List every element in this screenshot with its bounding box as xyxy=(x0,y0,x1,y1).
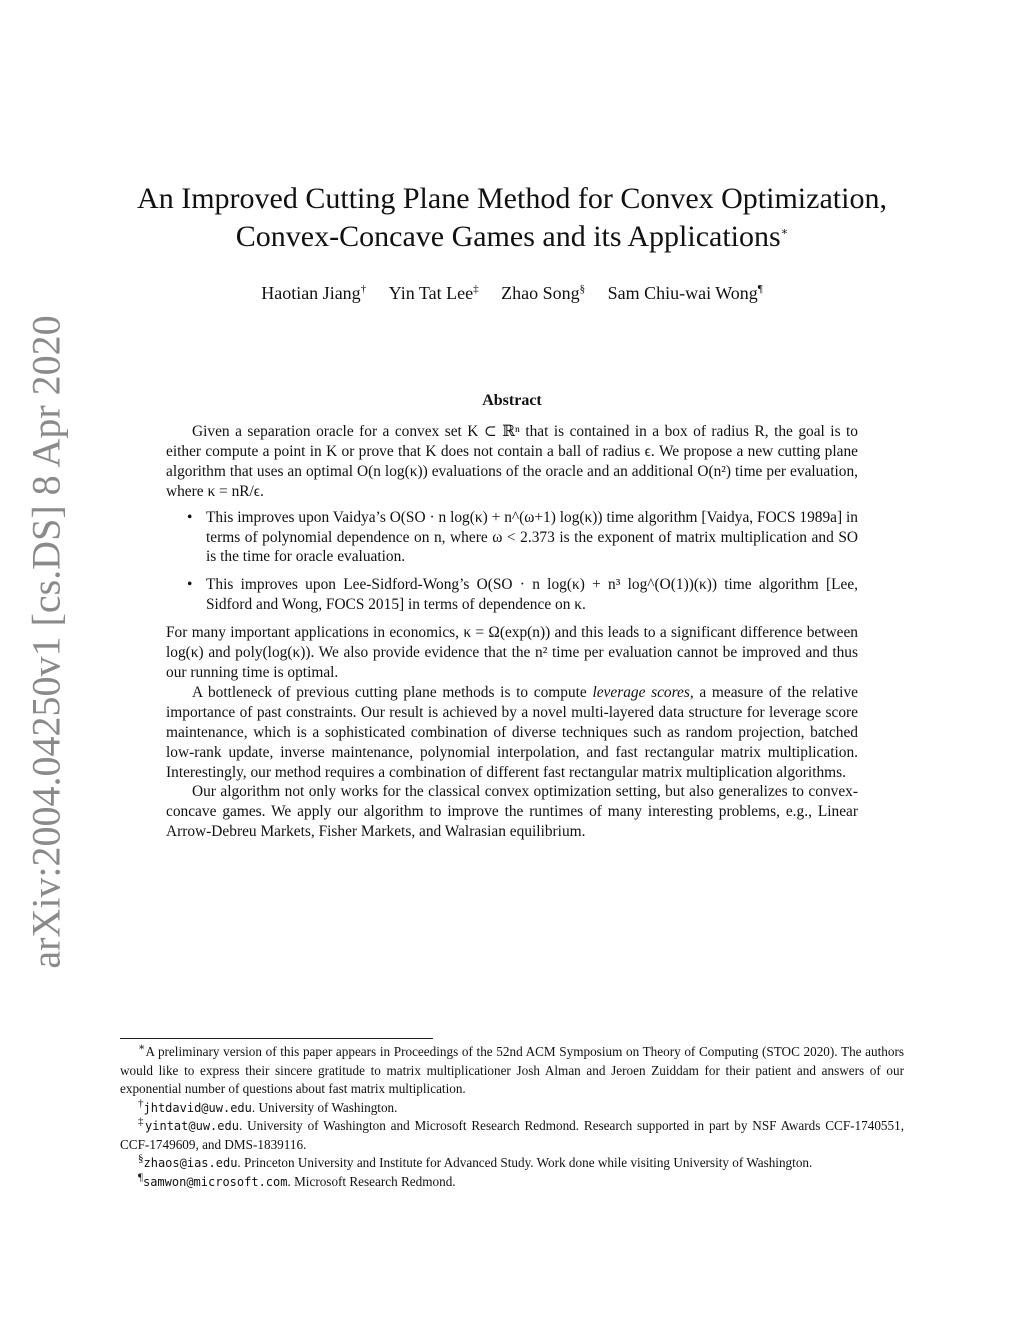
abstract-heading: Abstract xyxy=(482,392,542,409)
abstract-paragraph-4: Our algorithm not only works for the classical convex optimization setting, but also generalizes to convex-concave games. We apply our algorithm to improve the runtimes of many interesting problems, e.g., Linear Arrow-Debreu Markets, Fisher Markets, and Walrasian equilibrium. xyxy=(166,783,858,841)
abstract-p3-text: A bottleneck of previous cutting plane methods is to compute xyxy=(192,683,593,701)
bullet-text: This improves upon Vaidya’s O(SO · n log(κ) + n^(ω+1) log(κ)) time algorithm [Vaidya, FOCS 1989a] in terms of polynomial dependence on n, where ω < 2.373 is the exponent of matrix multiplication and SO is the time for oracle evaluation. xyxy=(206,508,858,566)
abstract-p3-text: , a measure of the relative importance of past constraints. Our result is achieved by a novel multi-layered data structure for leverage score maintenance, which is a sophisticated combination of diverse techniques such as random projection, batched low-rank update, inverse maintenance, polynomial interpolation, and fast rectangular matrix multiplication. Interestingly, our method requires a combination of different fast rectangular matrix multiplication algorithms. xyxy=(166,683,858,781)
abstract-bullet-item xyxy=(187,508,858,568)
paper-title xyxy=(120,180,904,256)
footnote-mark: ‡ xyxy=(138,1115,146,1128)
email-link[interactable]: samwon@microsoft.com xyxy=(142,1174,288,1189)
abstract-body xyxy=(166,422,858,842)
author xyxy=(261,283,366,303)
author-name: Haotian Jiang xyxy=(261,283,361,303)
abstract-paragraph-2: For many important applications in economics, κ = Ω(exp(n)) and this leads to a significant difference between log(κ) and poly(log(κ)). We also provide evidence that the n² time per evaluation cannot be improved and thus our running time is optimal. xyxy=(166,624,858,681)
bullet-icon: • xyxy=(187,508,193,526)
abstract-paragraph-1: Given a separation oracle for a convex set K ⊂ ℝⁿ that is contained in a box of radius R, the goal is to either compute a point in K or prove that K does not contain a ball of radius ϵ. We propose a new cutting plane algorithm that uses an optimal O(n log(κ)) evaluations of the oracle and an additional O(n²) time per evaluation, where κ = nR/ϵ. xyxy=(166,423,858,500)
author-list xyxy=(120,283,904,304)
footnote-text: . Princeton University and Institute for Advanced Study. Work done while visiting University of Washington. xyxy=(237,1155,813,1170)
author-name: Zhao Song xyxy=(501,283,580,303)
title-line-2 xyxy=(120,218,904,256)
title-line-2-text: Convex-Concave Games and its Applications xyxy=(235,220,781,253)
footnote-2 xyxy=(120,1099,904,1118)
footnote-mark: † xyxy=(138,1097,144,1110)
author-mark: ¶ xyxy=(757,283,763,295)
footnote-4 xyxy=(120,1154,904,1173)
footnote-5 xyxy=(120,1173,904,1192)
footnote-text: . University of Washington and Microsoft Research Redmond. Research supported in part by NSF Awards CCF-1740551, CCF-1749609, and DMS-1839116. xyxy=(120,1118,904,1152)
author xyxy=(389,283,479,303)
abstract-p3-emphasis: leverage scores xyxy=(592,683,690,701)
author-mark: † xyxy=(360,283,367,295)
arxiv-identifier: arXiv:2004.04250v1 [cs.DS] 8 Apr 2020 xyxy=(23,315,69,969)
title-footnote-mark: ∗ xyxy=(780,226,789,238)
bullet-icon: • xyxy=(187,576,193,594)
footnote-mark: § xyxy=(138,1152,144,1165)
bullet-text: This improves upon Lee-Sidford-Wong’s O(SO · n log(κ) + n³ log^(O(1))(κ)) time algorithm [Lee, Sidford and Wong, FOCS 2015] in terms of dependence on κ. xyxy=(206,576,858,614)
footnote-mark: ¶ xyxy=(138,1171,143,1184)
abstract-bullet-list xyxy=(166,508,858,616)
title-line-1: An Improved Cutting Plane Method for Convex Optimization, xyxy=(137,182,887,215)
author-name: Yin Tat Lee xyxy=(388,283,474,303)
author xyxy=(501,283,585,303)
footnote-mark: ∗ xyxy=(138,1041,146,1054)
author-name: Sam Chiu-wai Wong xyxy=(607,283,758,303)
footnote-text: A preliminary version of this paper appears in Proceedings of the 52nd ACM Symposium on Theory of Computing (STOC 2020). The authors would like to express their sincere gratitude to matrix multiplicationer Josh Alman and Jeroen Zuiddam for their patient and answers of our exponential number of questions about fast matrix multiplication. xyxy=(120,1044,904,1096)
abstract-bullet-item xyxy=(187,575,858,615)
footnote-text: . Microsoft Research Redmond. xyxy=(287,1173,456,1189)
footnotes xyxy=(120,1038,904,1191)
email-link[interactable]: jhtdavid@uw.edu xyxy=(143,1100,252,1115)
footnote-1 xyxy=(120,1043,904,1099)
footnote-rule xyxy=(120,1038,433,1039)
author-mark: ‡ xyxy=(473,283,479,295)
email-link[interactable]: yintat@uw.edu xyxy=(145,1119,239,1133)
footnote-3 xyxy=(120,1117,904,1154)
author xyxy=(608,283,763,303)
footnote-text: . University of Washington. xyxy=(251,1099,398,1115)
abstract-paragraph-3 xyxy=(166,683,858,783)
author-mark: § xyxy=(579,283,586,295)
email-link[interactable]: zhaos@ias.edu xyxy=(143,1156,238,1170)
